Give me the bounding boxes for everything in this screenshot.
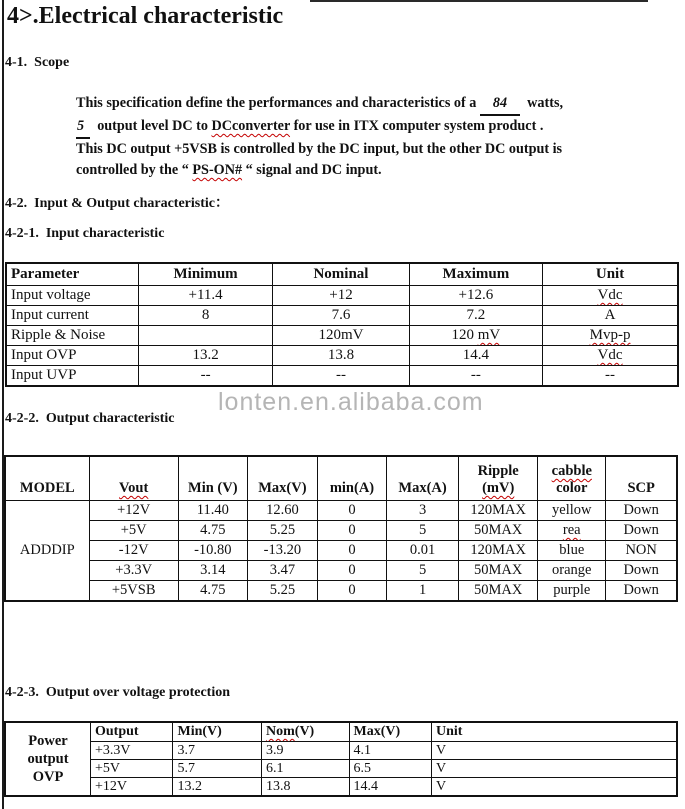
table-row: +3.3V 3.14 3.47 0 5 50MAX orange Down — [5, 561, 677, 581]
watermark: lonten.en.alibaba.com — [218, 388, 484, 416]
scope-line-2: 5 output level DC to DCconverter for use in ITX computer system product . — [76, 116, 666, 139]
col-header: Unit — [432, 722, 678, 742]
col-header: Output — [91, 722, 173, 742]
scope-paragraph — [76, 93, 666, 181]
table-row: ADDDIP +12V 11.40 12.60 0 3 120MAX yellow Down — [5, 501, 677, 521]
model-cell: ADDDIP — [5, 501, 89, 602]
table-row: Input UVP -- -- -- -- — [6, 366, 678, 387]
table-row: Input voltage +11.4 +12 +12.6 Vdc — [6, 286, 678, 306]
table-header-row — [5, 722, 677, 742]
output-characteristic-table — [4, 455, 678, 602]
table-header-row — [5, 456, 677, 501]
scope-line-4: controlled by the “ PS-ON# “ signal and DC input. — [76, 162, 382, 178]
page-left-border — [2, 0, 4, 809]
table-row: +5V 5.7 6.1 6.5 V — [5, 760, 677, 778]
col-header: Min(V) — [173, 722, 262, 742]
heading-input-characteristic: 4-2-1. Input characteristic — [5, 226, 165, 241]
ps-on-signal: PS-ON# — [192, 162, 243, 178]
table-row: Input OVP 13.2 13.8 14.4 Vdc — [6, 346, 678, 366]
table-row: +3.3V 3.7 3.9 4.1 V — [5, 742, 677, 760]
input-characteristic-table — [5, 262, 679, 387]
table-header-row — [6, 263, 678, 286]
misspelled-word: DCconverter — [211, 118, 291, 134]
col-header: Maximum — [409, 263, 542, 286]
fill-in-watts: 84 — [480, 93, 520, 116]
heading-output-ovp: 4-2-3. Output over voltage protection — [5, 685, 231, 700]
col-header: Min (V) — [178, 456, 247, 501]
col-header: Parameter — [6, 263, 138, 286]
col-header: Max(A) — [387, 456, 459, 501]
page-title: 4>.Electrical characteristic — [7, 3, 284, 29]
output-ovp-table — [4, 721, 678, 797]
col-header: Max(V) — [349, 722, 431, 742]
col-header: SCP — [606, 456, 677, 501]
heading-io-characteristic: 4-2. Input & Output characteristic： — [5, 196, 229, 211]
scope-line-3: This DC output +5VSB is controlled by the DC input, but the other DC output is — [76, 141, 563, 157]
page-top-border — [310, 0, 648, 2]
col-header: MODEL — [5, 456, 89, 501]
table-row: +12V 13.2 13.8 14.4 V — [5, 778, 677, 797]
col-header: cabble color — [538, 456, 606, 501]
table-row: +5V 4.75 5.25 0 5 50MAX rea Down — [5, 521, 677, 541]
col-header: Minimum — [138, 263, 272, 286]
row-group-label: Power output OVP — [5, 722, 91, 796]
col-header: Nominal — [273, 263, 409, 286]
fill-in-levels: 5 — [76, 116, 90, 139]
table-row: Ripple & Noise 120mV 120 mV Mvp-p — [6, 326, 678, 346]
col-header: Nom(V) — [262, 722, 350, 742]
col-header: min(A) — [317, 456, 386, 501]
table-row: -12V -10.80 -13.20 0 0.01 120MAX blue NON — [5, 541, 677, 561]
heading-output-characteristic: 4-2-2. Output characteristic — [5, 411, 175, 426]
col-header: Ripple (mV) — [459, 456, 538, 501]
table-row: Input current 8 7.6 7.2 A — [6, 306, 678, 326]
table-row: +5VSB 4.75 5.25 0 1 50MAX purple Down — [5, 581, 677, 602]
col-header: Unit — [543, 263, 678, 286]
heading-scope: 4-1. Scope — [5, 55, 70, 70]
col-header: Max(V) — [247, 456, 317, 501]
scope-line-1: This specification define the performances and characteristics of a 84 watts, — [76, 93, 666, 116]
col-header: Vout — [89, 456, 178, 501]
